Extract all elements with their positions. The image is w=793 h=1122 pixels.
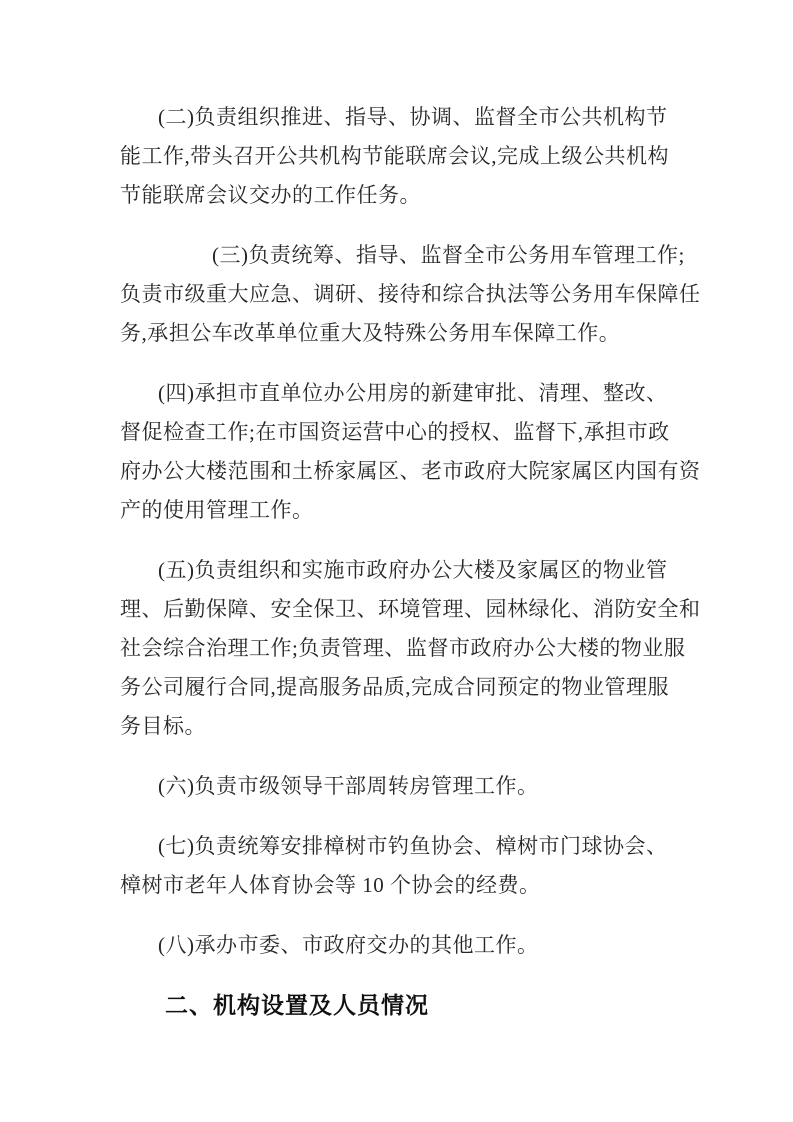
paragraph-duty-8 — [120, 926, 680, 965]
text-line: 社会综合治理工作;负责管理、监督市政府办公大楼的物业服 — [120, 636, 686, 660]
text-line: (八)承办市委、市政府交办的其他工作。 — [158, 933, 539, 957]
text-line: 理、后勤保障、安全保卫、环境管理、园林绿化、消防安全和 — [120, 597, 701, 621]
text-line: 务,承担公车改革单位重大及特殊公务用车保障工作。 — [120, 321, 621, 345]
paragraph-duty-6 — [120, 767, 680, 806]
text-line: (六)负责市级领导干部周转房管理工作。 — [158, 774, 539, 798]
text-line: 节能联席会议交办的工作任务。 — [120, 183, 421, 207]
text-line: (五)负责组织和实施市政府办公大楼及家属区的物业管 — [158, 558, 668, 582]
section-heading-organization: 二、机构设置及人员情况 — [165, 992, 429, 1018]
text-line: 府办公大楼范围和土桥家属区、老市政府大院家属区内国有资 — [120, 459, 701, 483]
text-line: 负责市级重大应急、调研、接待和综合执法等公务用车保障任 — [120, 282, 701, 306]
paragraph-duty-5 — [120, 551, 701, 746]
paragraph-duty-4 — [120, 374, 701, 530]
text-line: (二)负责组织推进、指导、协调、监督全市公共机构节 — [158, 105, 668, 129]
text-line: 务公司履行合同,提高服务品质,完成合同预定的物业管理服 — [120, 675, 669, 699]
paragraph-duty-2 — [120, 98, 680, 215]
text-line: 产的使用管理工作。 — [120, 498, 314, 522]
text-line: 务目标。 — [120, 714, 206, 738]
text-line: 樟树市老年人体育协会等 10 个协会的经费。 — [120, 873, 541, 897]
text-line: (三)负责统筹、指导、监督全市公务用车管理工作; — [212, 243, 685, 267]
text-line: 督促检查工作;在市国资运营中心的授权、监督下,承担市政 — [120, 420, 670, 444]
text-line: (四)承担市直单位办公用房的新建审批、清理、整改、 — [158, 381, 668, 405]
text-line: (七)负责统筹安排樟树市钓鱼协会、樟树市门球协会、 — [158, 834, 668, 858]
paragraph-duty-7 — [120, 827, 680, 905]
paragraph-duty-3 — [120, 236, 701, 353]
text-line: 能工作,带头召开公共机构节能联席会议,完成上级公共机构 — [120, 144, 669, 168]
document-text-column — [120, 98, 701, 1025]
